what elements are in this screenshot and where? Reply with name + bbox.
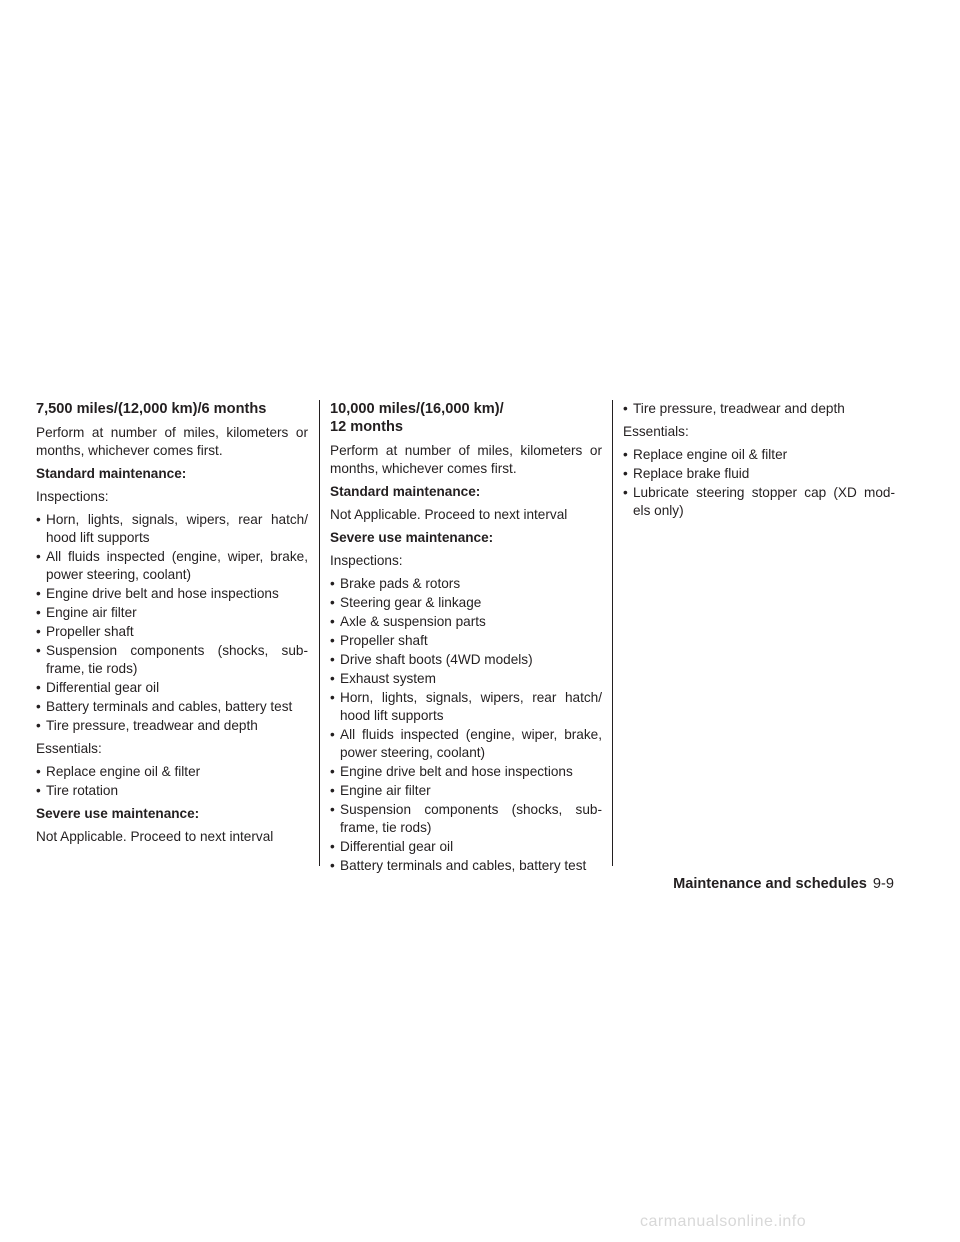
- intro-text: Perform at number of miles, kilometers or months, whichever comes first.: [36, 425, 308, 458]
- essentials-list: [36, 763, 308, 800]
- list-item: • All fluids inspected (engine, wiper, brake, power steering, coolant): [36, 548, 308, 584]
- inspections-label: Inspections:: [36, 489, 109, 504]
- section-title: Maintenance and schedules: [673, 876, 867, 892]
- list-item: • Engine drive belt and hose inspections: [36, 585, 308, 603]
- column-divider: [612, 400, 613, 866]
- list-item: • Engine air filter: [36, 604, 308, 622]
- list-item: • Battery terminals and cables, battery test: [330, 857, 602, 875]
- inspections-list: [330, 575, 602, 875]
- list-item: • Replace engine oil & filter: [623, 446, 895, 464]
- heading-line-2: 12 months: [330, 419, 403, 435]
- list-item: • Engine air filter: [330, 782, 602, 800]
- list-item: • Drive shaft boots (4WD models): [330, 651, 602, 669]
- list-item: • Suspension components (shocks, sub- frame, tie rods): [330, 801, 602, 837]
- list-item: • Tire rotation: [36, 782, 308, 800]
- list-item: • All fluids inspected (engine, wiper, brake, power steering, coolant): [330, 726, 602, 762]
- intro-text: Perform at number of miles, kilometers or months, whichever comes first.: [330, 443, 602, 476]
- page-number: 9-9: [872, 876, 894, 892]
- inspections-label: Inspections:: [330, 553, 403, 568]
- column-7500-miles: [36, 400, 308, 851]
- list-item: • Differential gear oil: [330, 838, 602, 856]
- list-item: • Propeller shaft: [330, 632, 602, 650]
- column-continued: [623, 400, 895, 525]
- list-item: • Brake pads & rotors: [330, 575, 602, 593]
- list-item: • Differential gear oil: [36, 679, 308, 697]
- essentials-label: Essentials:: [36, 741, 102, 756]
- page-footer: [600, 876, 894, 892]
- list-item: • Horn, lights, signals, wipers, rear hatch/ hood lift supports: [330, 689, 602, 725]
- severe-maintenance-label: Severe use maintenance:: [330, 530, 494, 545]
- heading-line-1: 10,000 miles/(16,000 km)/: [330, 401, 504, 417]
- list-item: • Suspension components (shocks, sub- frame, tie rods): [36, 642, 308, 678]
- list-item: • Engine drive belt and hose inspections: [330, 763, 602, 781]
- list-item: • Tire pressure, treadwear and depth: [623, 400, 895, 418]
- list-item: • Propeller shaft: [36, 623, 308, 641]
- standard-maintenance-text: Not Applicable. Proceed to next interval: [330, 507, 568, 522]
- column-10000-miles: [330, 400, 602, 880]
- inspections-list: [36, 511, 308, 735]
- list-item: • Exhaust system: [330, 670, 602, 688]
- continued-list: [623, 400, 895, 418]
- standard-maintenance-label: Standard maintenance:: [36, 466, 187, 481]
- heading-7500-miles: 7,500 miles/(12,000 km)/6 months: [36, 401, 267, 417]
- heading-10000-miles: [330, 400, 602, 436]
- list-item: • Battery terminals and cables, battery test: [36, 698, 308, 716]
- essentials-list: [623, 446, 895, 520]
- list-item: • Replace engine oil & filter: [36, 763, 308, 781]
- list-item: • Lubricate steering stopper cap (XD mod- els only): [623, 484, 895, 520]
- severe-maintenance-text: Not Applicable. Proceed to next interval: [36, 829, 274, 844]
- watermark: carmanualsonline.info: [640, 1213, 807, 1230]
- list-item: • Steering gear & linkage: [330, 594, 602, 612]
- essentials-label: Essentials:: [623, 424, 689, 439]
- column-divider: [319, 400, 320, 866]
- severe-maintenance-label: Severe use maintenance:: [36, 806, 200, 821]
- standard-maintenance-label: Standard maintenance:: [330, 484, 481, 499]
- list-item: • Axle & suspension parts: [330, 613, 602, 631]
- list-item: • Tire pressure, treadwear and depth: [36, 717, 308, 735]
- list-item: • Replace brake fluid: [623, 465, 895, 483]
- list-item: • Horn, lights, signals, wipers, rear hatch/ hood lift supports: [36, 511, 308, 547]
